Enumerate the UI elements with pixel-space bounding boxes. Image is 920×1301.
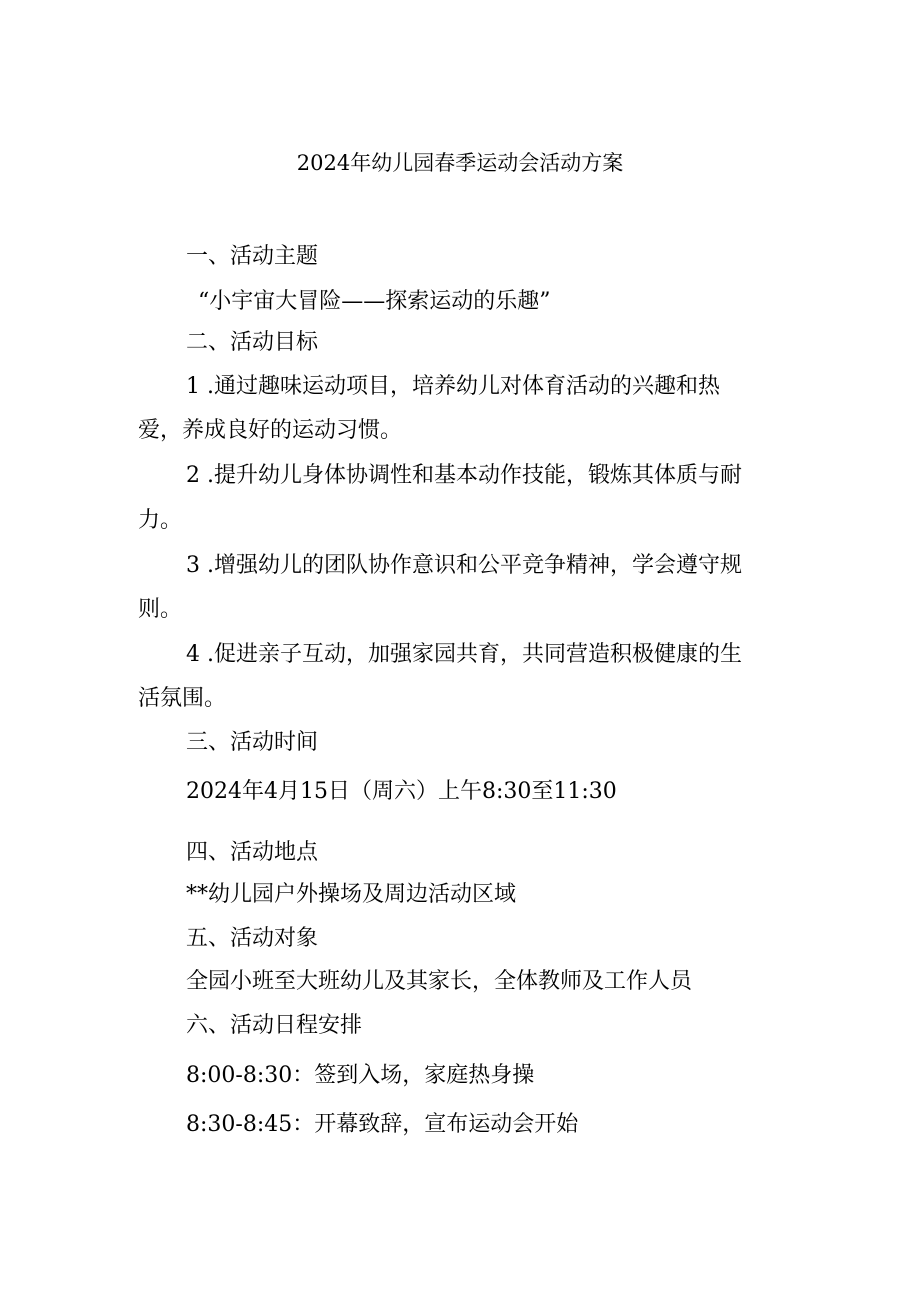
goal-item-1-line-2: 爱，养成良好的运动习惯。: [138, 418, 403, 443]
section-heading-time: 三、活动时间: [186, 730, 319, 755]
section-heading-audience: 五、活动对象: [186, 926, 319, 951]
goal-item-3-line-1: 3 .增强幼儿的团队协作意识和公平竞争精神，学会遵守规: [186, 553, 742, 578]
section-heading-theme: 一、活动主题: [186, 244, 319, 269]
schedule-item-2: 8:30-8:45：开幕致辞，宣布运动会开始: [186, 1112, 579, 1137]
document-title: 2024年幼儿园春季运动会活动方案: [296, 151, 624, 175]
goal-item-2-line-2: 力。: [138, 508, 183, 533]
section-heading-schedule: 六、活动日程安排: [186, 1013, 363, 1038]
goal-item-4-line-1: 4 .促进亲子互动，加强家园共育，共同营造积极健康的生: [186, 642, 742, 667]
audience-content: 全园小班至大班幼儿及其家长，全体教师及工作人员: [186, 969, 693, 994]
goal-item-3-line-2: 则。: [138, 597, 183, 622]
schedule-item-1: 8:00-8:30：签到入场，家庭热身操: [186, 1063, 535, 1088]
goal-item-4-line-2: 活氛围。: [138, 686, 227, 711]
section-heading-goals: 二、活动目标: [186, 330, 319, 355]
location-content: **幼儿园户外操场及周边活动区域: [186, 882, 517, 907]
time-content: 2024年4月15日（周六）上午8:30至11:30: [186, 779, 617, 804]
theme-content: “小宇宙大冒险——探索运动的乐趣”: [198, 289, 551, 314]
section-heading-location: 四、活动地点: [186, 840, 319, 865]
goal-item-1-line-1: 1 .通过趣味运动项目，培养幼儿对体育活动的兴趣和热: [186, 374, 720, 399]
goal-item-2-line-1: 2 .提升幼儿身体协调性和基本动作技能，锻炼其体质与耐: [186, 463, 742, 488]
